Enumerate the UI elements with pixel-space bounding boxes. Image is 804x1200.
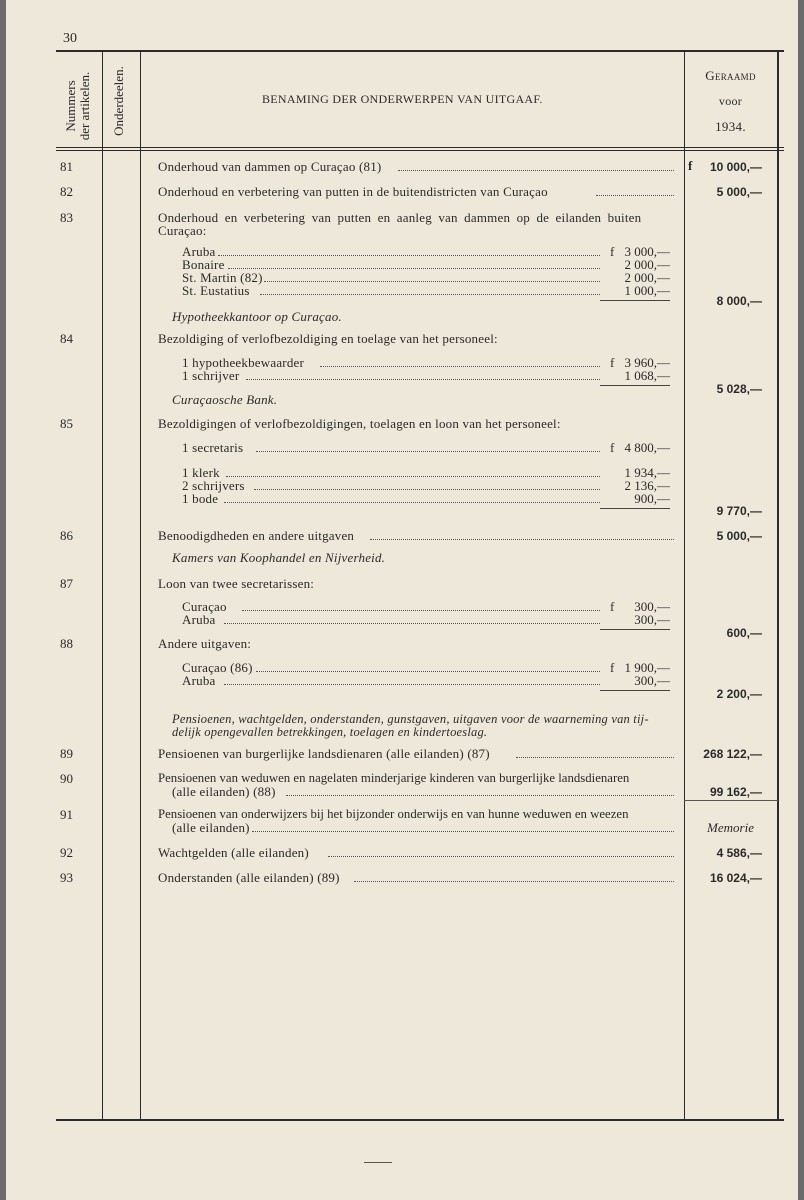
col-divider-1 — [102, 52, 103, 1120]
article-number: 87 — [60, 576, 73, 591]
entry-text: Onderstanden (alle eilanden) (89) — [158, 870, 340, 885]
currency-symbol: f — [610, 660, 615, 675]
page-number: 30 — [63, 31, 77, 46]
article-number: 89 — [60, 746, 73, 761]
sub-item-value: 300,— — [634, 612, 670, 627]
leader-dots — [370, 539, 674, 540]
section-heading: Curaçaosche Bank. — [172, 392, 278, 407]
entry-text: Benoodigdheden en andere uitgaven — [158, 528, 355, 543]
article-number: 88 — [60, 636, 73, 651]
header-geraamd: Geraamd — [705, 68, 756, 83]
currency-symbol: f — [610, 244, 615, 259]
currency-symbol: f — [610, 355, 615, 370]
section-heading: Pensioenen, wachtgelden, onderstanden, gunstgaven, uitgaven voor de waarneming van tij- — [172, 712, 649, 726]
entry-amount: 5 000,— — [716, 185, 762, 199]
article-number: 90 — [60, 771, 73, 786]
sub-item-name: 1 bode — [182, 491, 219, 506]
leader-dots — [320, 366, 600, 367]
entry-amount: 9 770,— — [716, 504, 762, 518]
section-heading: delijk opengevallen betrekkingen, toelagen en kindertoeslag. — [172, 725, 488, 739]
col-divider-2 — [140, 52, 141, 1120]
leader-dots — [224, 502, 600, 503]
leader-dots — [228, 268, 600, 269]
entry-text: Pensioenen van onderwijzers bij het bijzonder onderwijs en van hunne weduwen en weezen — [158, 807, 629, 821]
entry-amount: 10 000,— — [709, 160, 762, 174]
leader-dots — [246, 379, 600, 380]
entry-amount: 99 162,— — [709, 785, 762, 799]
section-heading: Kamers van Koophandel en Nijverheid. — [172, 550, 386, 565]
subtotal-rule — [600, 508, 670, 509]
header-rule-2 — [56, 150, 784, 151]
article-number: 91 — [60, 807, 73, 822]
article-number: 84 — [60, 331, 73, 346]
leader-dots — [286, 795, 674, 796]
header-year: 1934. — [715, 119, 746, 134]
sub-item-name: Curaçao (86) — [182, 660, 253, 675]
entry-amount: 4 586,— — [716, 846, 762, 860]
header-rule — [56, 147, 784, 148]
leader-dots — [242, 610, 600, 611]
entry-text: Andere uitgaven: — [158, 636, 252, 651]
subtotal-rule — [600, 300, 670, 301]
header-benaming: BENAMING DER ONDERWERPEN VAN UITGAAF. — [262, 92, 543, 106]
currency-symbol: f — [610, 599, 615, 614]
sub-item-value: 900,— — [634, 491, 670, 506]
sub-item-name: 1 klerk — [182, 465, 220, 480]
col-divider-3 — [684, 52, 685, 1120]
article-number: 81 — [60, 159, 73, 174]
leader-dots — [264, 281, 600, 282]
entry-text: Curaçao: — [158, 223, 207, 238]
entry-text: (alle eilanden) — [172, 820, 250, 835]
leader-dots — [224, 684, 600, 685]
entry-amount: 5 000,— — [716, 529, 762, 543]
sub-item-value: 3 960,— — [624, 355, 670, 370]
entry-text: (alle eilanden) (88) — [172, 784, 276, 799]
leader-dots — [252, 831, 674, 832]
leader-dots — [596, 195, 674, 196]
sub-item-name: St. Martin (82) — [182, 270, 263, 285]
header-onderdeelen: Onderdeelen. — [111, 66, 126, 136]
entry-amount: 600,— — [726, 626, 762, 640]
entry-text: Wachtgelden (alle eilanden) — [158, 845, 309, 860]
leader-dots — [398, 170, 674, 171]
subtotal-rule — [600, 629, 670, 630]
sub-item-name: St. Eustatius — [182, 283, 250, 298]
entry-text: Onderhoud van dammen op Curaçao (81) — [158, 159, 382, 174]
sub-item-value: 2 136,— — [624, 478, 670, 493]
leader-dots — [256, 671, 600, 672]
article-number: 93 — [60, 870, 73, 885]
footer-mark — [364, 1162, 392, 1163]
header-nummers: Nummers der artikelen. — [63, 71, 92, 141]
sub-item-name: Aruba — [182, 244, 216, 259]
leader-dots — [254, 489, 600, 490]
currency-symbol: f — [688, 158, 693, 173]
sub-item-name: 1 hypotheekbewaarder — [182, 355, 305, 370]
entry-amount: 5 028,— — [716, 382, 762, 396]
header-voor: voor — [718, 94, 743, 108]
entry-text: Loon van twee secretarissen: — [158, 576, 315, 591]
sub-item-value: 300,— — [634, 673, 670, 688]
sub-item-name: Aruba — [182, 673, 216, 688]
entry-amount: 268 122,— — [703, 747, 762, 761]
sub-item-value: 1 934,— — [624, 465, 670, 480]
sub-item-name: 1 secretaris — [182, 440, 244, 455]
sub-item-value: 4 800,— — [624, 440, 670, 455]
entry-amount: 8 000,— — [716, 294, 762, 308]
article-number: 83 — [60, 210, 73, 225]
section-heading: Hypotheekkantoor op Curaçao. — [172, 309, 342, 324]
top-rule — [56, 50, 784, 52]
sub-item-name: Bonaire — [182, 257, 225, 272]
leader-dots — [226, 476, 600, 477]
sub-item-name: Curaçao — [182, 599, 227, 614]
entry-text: Pensioenen van burgerlijke landsdienaren (alle eilanden) (87) — [158, 746, 490, 761]
leader-dots — [224, 623, 600, 624]
col-divider-right — [777, 52, 779, 1120]
leader-dots — [218, 255, 600, 256]
currency-symbol: f — [610, 440, 615, 455]
article-number: 82 — [60, 184, 73, 199]
entry-text: Bezoldiging of verlofbezoldiging en toelage van het personeel: — [158, 331, 498, 346]
sub-item-value: 1 000,— — [624, 283, 670, 298]
entry-text: Onderhoud en verbetering van putten in de buitendistricten van Curaçao — [158, 184, 548, 199]
article-number: 86 — [60, 528, 73, 543]
entry-text: Pensioenen van weduwen en nagelaten minderjarige kinderen van burgerlijke landsdienaren — [158, 771, 630, 785]
leader-dots — [354, 881, 674, 882]
entry-text: Bezoldigingen of verlofbezoldigingen, toelagen en loon van het personeel: — [158, 416, 561, 431]
entry-amount: 2 200,— — [716, 687, 762, 701]
leader-dots — [516, 757, 674, 758]
leader-dots — [260, 294, 600, 295]
sub-item-name: 1 schrijver — [182, 368, 240, 383]
entry-amount: 16 024,— — [709, 871, 762, 885]
article-number: 92 — [60, 845, 73, 860]
entry-amount: Memorie — [707, 820, 754, 835]
sub-item-value: 1 068,— — [624, 368, 670, 383]
document-page — [6, 0, 798, 1200]
sub-item-value: 2 000,— — [624, 257, 670, 272]
column-rule — [684, 800, 778, 801]
subtotal-rule — [600, 690, 670, 691]
bottom-rule — [56, 1119, 784, 1121]
sub-item-value: 1 900,— — [624, 660, 670, 675]
sub-item-name: Aruba — [182, 612, 216, 627]
sub-item-value: 300,— — [634, 599, 670, 614]
sub-item-value: 3 000,— — [624, 244, 670, 259]
sub-item-value: 2 000,— — [624, 270, 670, 285]
subtotal-rule — [600, 385, 670, 386]
entry-text: Onderhoud en verbetering van putten en aanleg van dammen op de eilanden buiten — [158, 210, 642, 225]
sub-item-name: 2 schrijvers — [182, 478, 245, 493]
leader-dots — [256, 451, 600, 452]
leader-dots — [328, 856, 674, 857]
article-number: 85 — [60, 416, 73, 431]
